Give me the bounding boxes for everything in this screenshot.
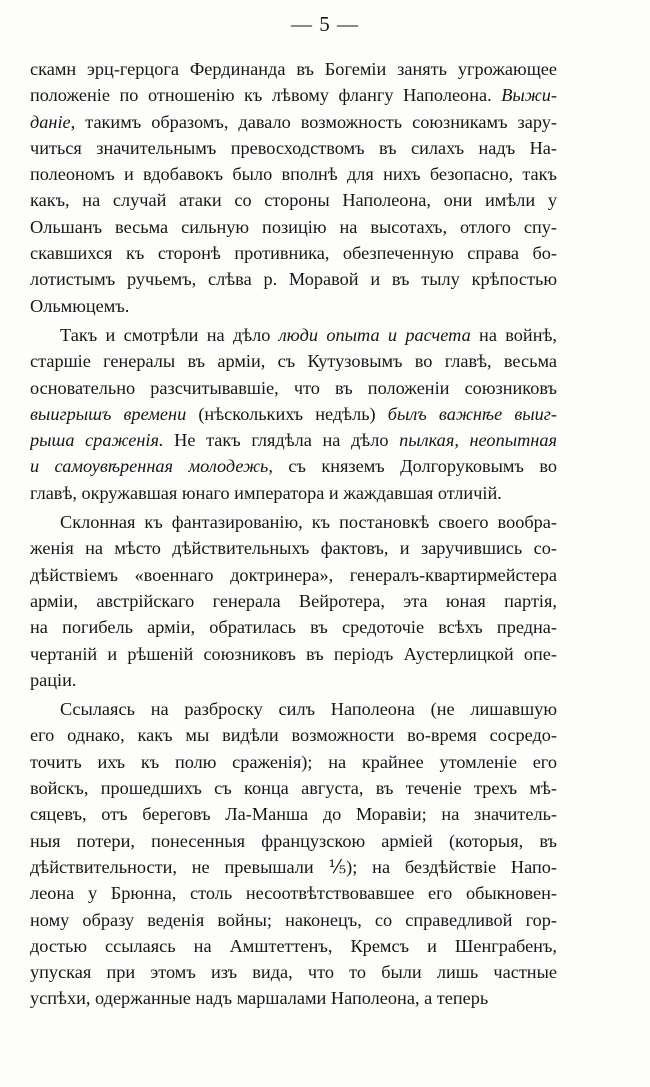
text-line — [30, 135, 557, 161]
paragraph — [30, 322, 557, 506]
text-segment: успѣхи, одержанные надъ маршалами Наполеона, а теперь — [30, 988, 489, 1009]
text-line — [30, 562, 557, 588]
text-line — [30, 56, 557, 82]
text-line — [30, 293, 557, 319]
text-segment: точить ихъ къ полю сраженія); на крайнее утомленіе его — [30, 751, 557, 772]
text-line — [30, 187, 557, 213]
text-line — [30, 480, 557, 506]
italic-text: выигрышъ времени — [30, 403, 187, 424]
text-line — [30, 828, 557, 854]
italic-text: пылкая, неопытная — [399, 430, 557, 451]
text-segment: положеніе по отношенію къ лѣвому флангу Наполеона. — [30, 85, 502, 106]
text-line — [30, 214, 557, 240]
text-line — [30, 801, 557, 827]
paragraph — [30, 56, 557, 319]
text-segment: Не такъ глядѣла на дѣло — [163, 430, 400, 451]
text-segment: какъ, на случай атаки со стороны Наполеона, они имѣли у — [30, 190, 557, 211]
text-segment: упуская при этомъ изъ вида, что то были лишь частные — [30, 962, 557, 983]
text-line — [30, 427, 557, 453]
text-segment: сяцевъ, отъ береговъ Ла-Манша до Моравіи; на значитель- — [30, 804, 557, 825]
italic-text: люди опыта и расчета — [278, 324, 471, 345]
text-segment: женія на мѣсто дѣйствительныхъ фактовъ, и заручившись со- — [30, 538, 557, 559]
text-segment: главѣ, окружавшая юнаго императора и жаждавшая отличій. — [30, 482, 502, 503]
text-line — [30, 588, 557, 614]
text-line — [30, 880, 557, 906]
text-line — [30, 907, 557, 933]
italic-text: былъ важнѣе выиг- — [387, 403, 557, 424]
text-line — [30, 509, 557, 535]
text-line — [30, 375, 557, 401]
text-segment: скамн эрц-герцога Фердинанда въ Богеміи занять угрожающее — [30, 59, 557, 79]
italic-text: даніе — [30, 111, 71, 132]
text-line — [30, 161, 557, 187]
text-segment: его однако, какъ мы видѣли возможности во-время сосредо- — [30, 725, 557, 746]
italic-text: Выжи- — [501, 85, 557, 106]
text-line — [30, 535, 557, 561]
page-number: — 5 — — [291, 12, 359, 36]
text-line — [30, 348, 557, 374]
text-line — [30, 453, 557, 479]
paragraph — [30, 696, 557, 1012]
text-line — [30, 854, 557, 880]
text-line — [30, 775, 557, 801]
text-line — [30, 667, 557, 693]
text-segment: Ссылаясь на разброску силъ Наполеона (не лишавшую — [60, 699, 557, 720]
text-segment: ныя потери, понесенныя французскою арміей (которыя, въ — [30, 830, 557, 851]
text-segment: ному образу веденія войны; наконецъ, со справедливой гор- — [30, 909, 557, 930]
body-text — [30, 56, 557, 1012]
text-line — [30, 266, 557, 292]
paragraph — [30, 509, 557, 693]
text-segment: дѣйствительности, не превышали ⅕); на бездѣйствіе Напо- — [30, 856, 557, 877]
text-line — [30, 985, 557, 1011]
text-segment: читься значительнымъ превосходствомъ въ силахъ надъ На- — [30, 137, 557, 158]
text-segment: арміи, австрійскаго генерала Вейротера, эта юная партія, — [30, 590, 557, 611]
text-segment: Ольшанъ весьма сильную позицію на высотахъ, отлого спу- — [30, 216, 557, 237]
text-segment: , такимъ образомъ, давало возможность союзникамъ зару- — [70, 111, 557, 132]
text-segment: полеономъ и вдобавокъ было вполнѣ для нихъ безопасно, такъ — [30, 164, 557, 185]
italic-text: и самоувѣренная молодежь, — [30, 456, 273, 477]
text-segment: достью ссылаясь на Амштеттенъ, Кремсъ и Шенграбенъ, — [30, 935, 557, 956]
text-line — [30, 401, 557, 427]
text-line — [30, 696, 557, 722]
text-segment: старшіе генералы въ арміи, съ Кутузовымъ во главѣ, весьма — [30, 351, 557, 372]
text-segment: войскъ, прошедшихъ съ конца августа, въ теченіе трехъ мѣ- — [30, 778, 557, 799]
text-segment: основательно разсчитывавшіе, что въ положеніи союзниковъ — [30, 377, 557, 398]
text-segment: на войнѣ, — [470, 324, 557, 345]
text-segment: Такъ и смотрѣли на дѣло — [60, 324, 279, 345]
text-line — [30, 82, 557, 108]
text-line — [30, 722, 557, 748]
text-line — [30, 240, 557, 266]
text-line — [30, 933, 557, 959]
text-segment: на погибель арміи, обратилась въ средоточіе всѣхъ предна- — [30, 617, 557, 638]
text-segment: дѣйствіемъ «военнаго доктринера», генералъ-квартирмейстера — [30, 564, 557, 585]
text-segment: скавшихся къ сторонѣ противника, обезпеченную справа бо- — [30, 243, 557, 264]
text-segment: Ольмюцемъ. — [30, 295, 130, 316]
text-line — [30, 109, 557, 135]
text-line — [30, 322, 557, 348]
text-segment: чертаній и рѣшеній союзниковъ въ періодъ Аустерлицкой опе- — [30, 643, 557, 664]
text-segment: раціи. — [30, 669, 77, 690]
text-segment: лотистымъ ручьемъ, слѣва р. Моравой и въ тылу крѣпостью — [30, 269, 557, 290]
text-segment: (нѣсколькихъ недѣль) — [186, 403, 388, 424]
text-line — [30, 614, 557, 640]
text-line — [30, 959, 557, 985]
text-line — [30, 749, 557, 775]
text-segment: съ княземъ Долгоруковымъ во — [272, 456, 557, 477]
text-segment: Склонная къ фантазированію, къ постановкѣ своего вообра- — [60, 512, 557, 533]
text-line — [30, 641, 557, 667]
italic-text: рыша сраженія. — [30, 430, 164, 451]
text-segment: леона у Брюнна, столь несоотвѣтствовавшее его обыкновен- — [30, 883, 557, 904]
